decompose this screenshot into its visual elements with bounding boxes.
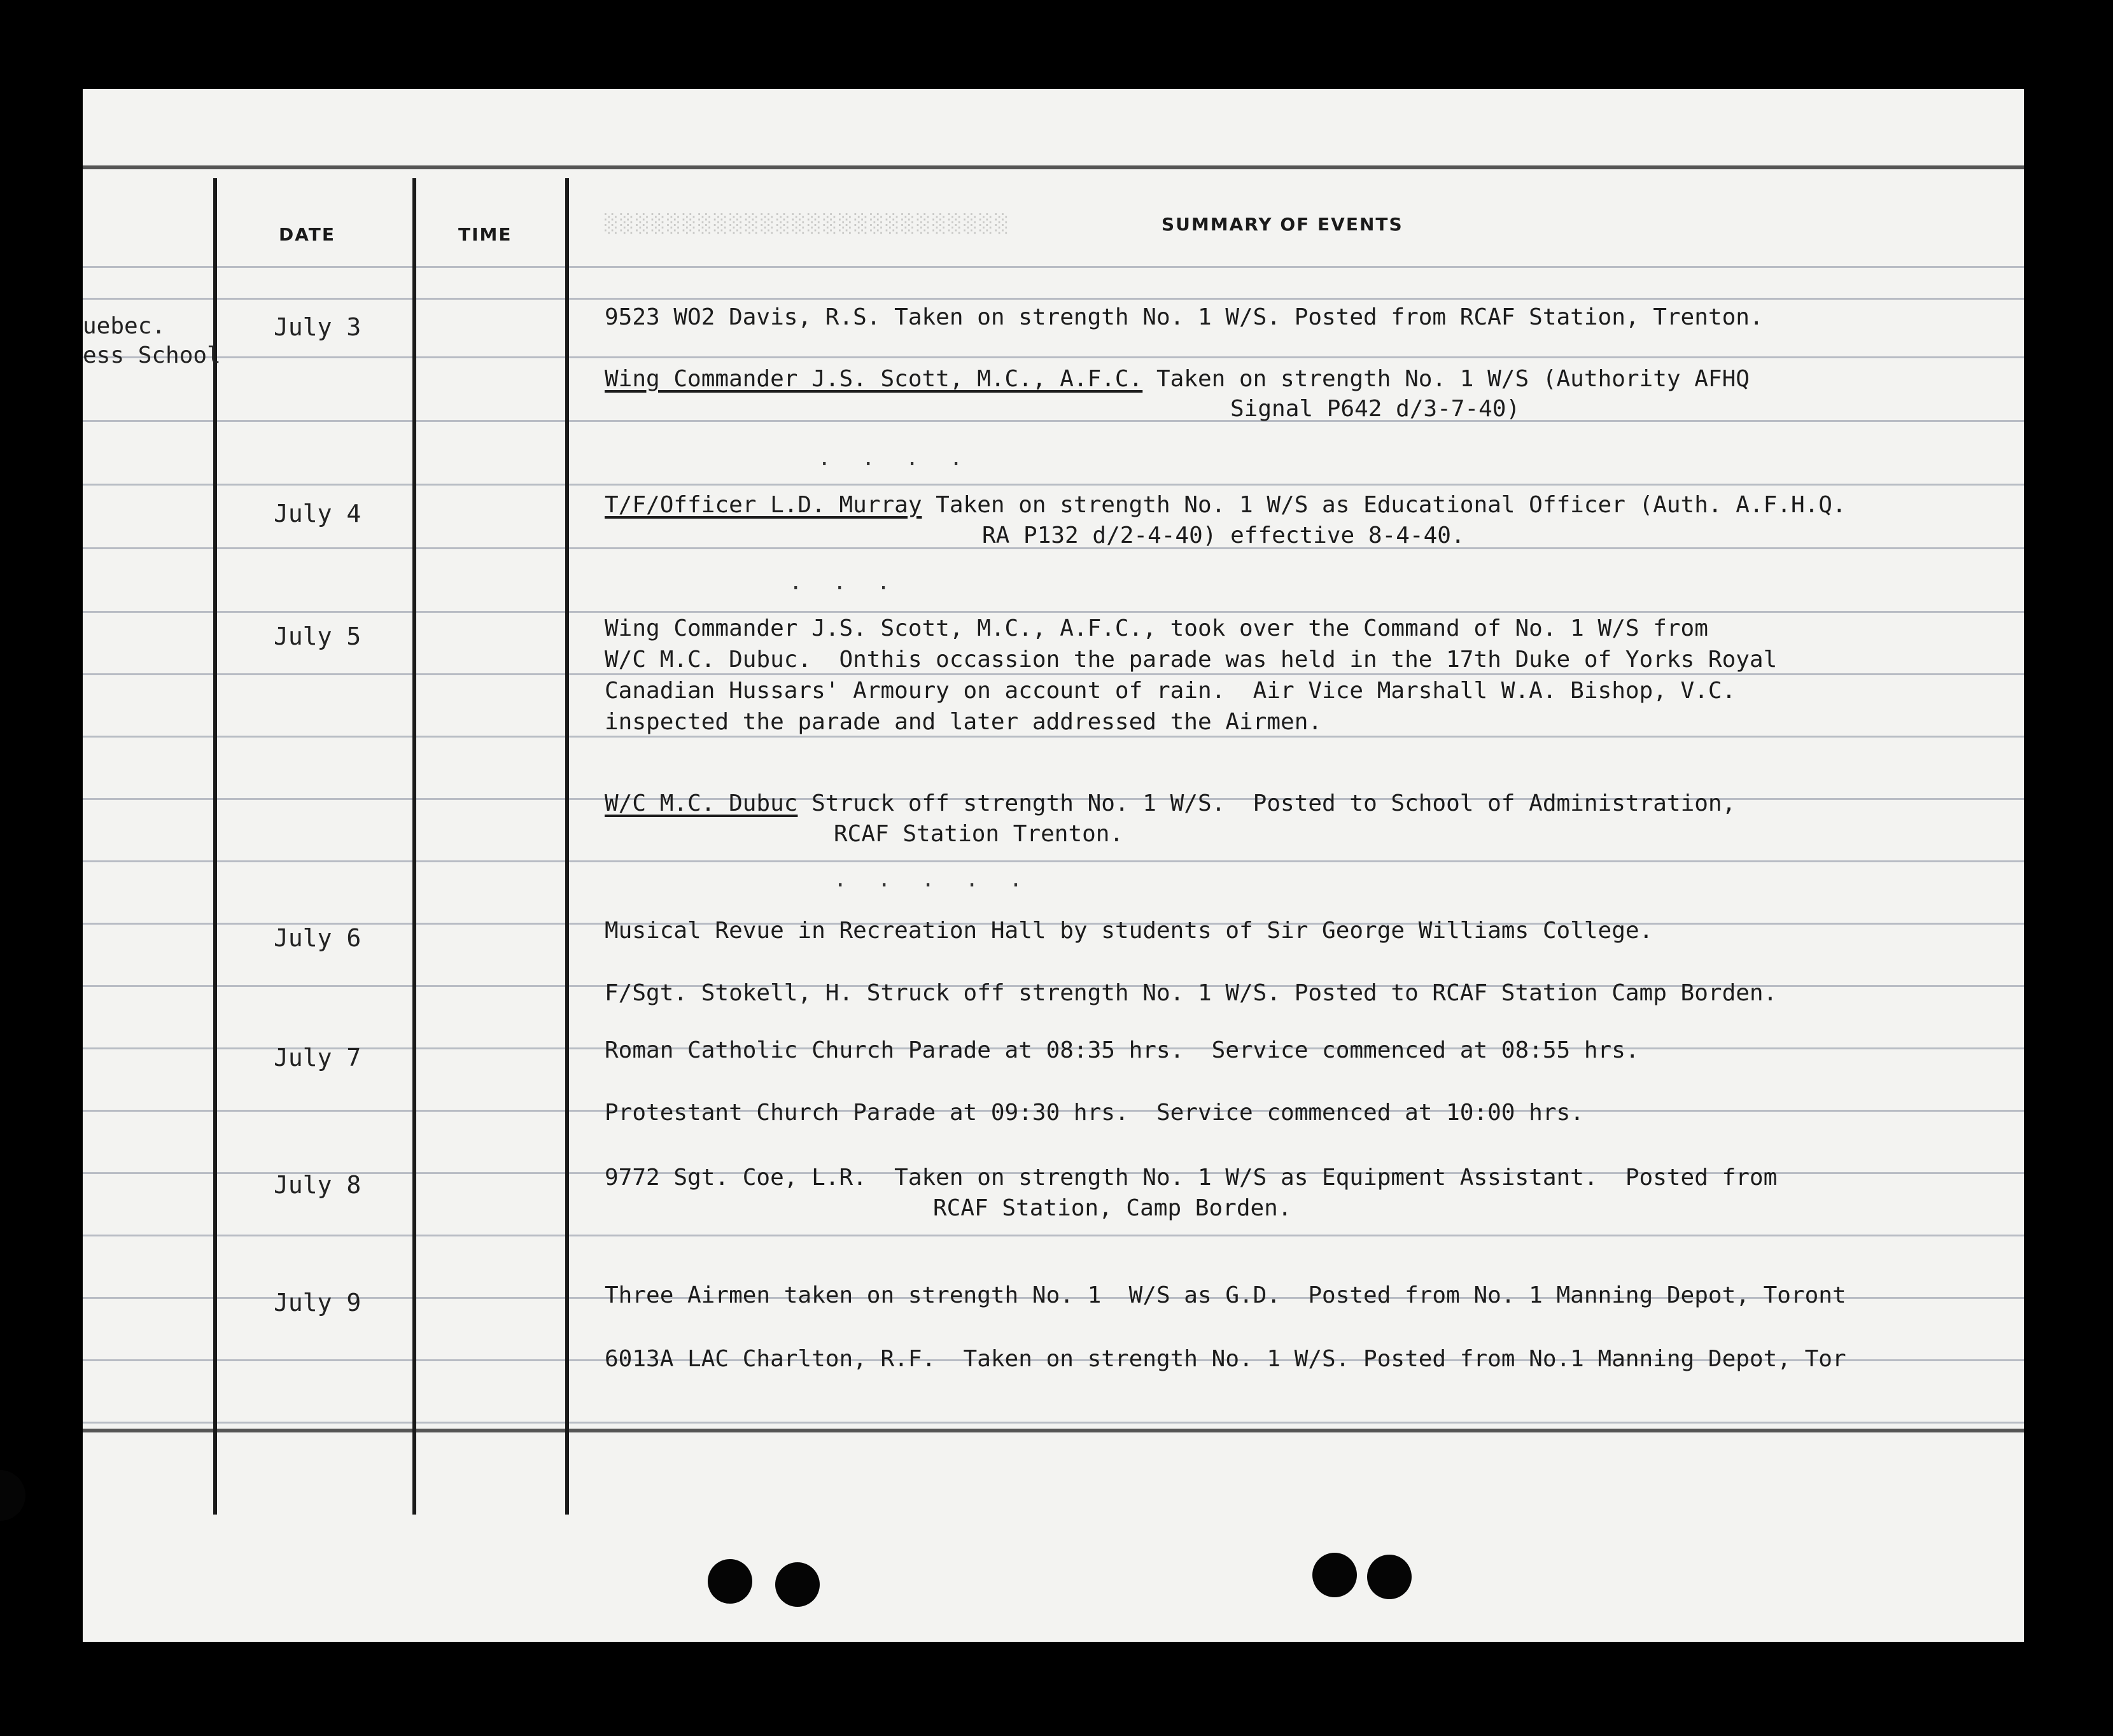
entry-date: July 9	[274, 1289, 362, 1317]
film-hole	[1367, 1555, 1412, 1599]
event-line: Protestant Church Parade at 09:30 hrs. Service commenced at 10:00 hrs.	[605, 1100, 1584, 1126]
event-line: 9523 WO2 Davis, R.S. Taken on strength No. 1 W/S. Posted from RCAF Station, Trenton.	[605, 304, 1764, 330]
column-divider-time	[565, 178, 569, 1515]
event-line: 9772 Sgt. Coe, L.R. Taken on strength No. 1 W/S as Equipment Assistant. Posted from	[605, 1165, 1778, 1191]
ruled-line	[83, 860, 2024, 862]
underlined-name: Wing Commander J.S. Scott, M.C., A.F.C.	[605, 366, 1143, 392]
ruled-line	[83, 1235, 2024, 1236]
column-divider-place	[213, 178, 217, 1515]
place-line-1: uebec.	[83, 313, 166, 339]
entry-date: July 3	[274, 313, 362, 341]
separator-dots: . . . . .	[834, 867, 1032, 892]
event-line: W/C M.C. Dubuc Struck off strength No. 1 W/S. Posted to School of Administration,	[605, 790, 1736, 816]
time-header: TIME	[458, 224, 512, 245]
entry-date: July 7	[274, 1044, 362, 1072]
event-line: 6013A LAC Charlton, R.F. Taken on strength No. 1 W/S. Posted from No.1 Manning Depot, Tor	[605, 1346, 1846, 1372]
header-rule	[83, 266, 2024, 268]
event-line: Signal P642 d/3-7-40)	[1230, 396, 1520, 422]
ruled-line	[83, 673, 2024, 675]
ruled-line	[83, 298, 2024, 300]
summary-header: SUMMARY OF EVENTS	[1162, 214, 1403, 235]
entry-date: July 5	[274, 622, 362, 650]
ruled-line	[83, 484, 2024, 486]
film-hole	[0, 1470, 25, 1521]
event-line: RCAF Station Trenton.	[834, 821, 1124, 847]
separator-dots: . . .	[789, 570, 899, 595]
date-header: DATE	[279, 224, 335, 245]
ruled-line	[83, 611, 2024, 613]
column-divider-date	[412, 178, 416, 1515]
ruled-line	[83, 1422, 2024, 1424]
underlined-name: W/C M.C. Dubuc	[605, 790, 798, 816]
top-rule	[83, 165, 2024, 169]
bottom-rule	[83, 1429, 2024, 1432]
event-line: W/C M.C. Dubuc. Onthis occassion the parade was held in the 17th Duke of Yorks Royal	[605, 647, 1778, 673]
ruled-line	[83, 736, 2024, 738]
film-hole	[1312, 1553, 1357, 1597]
event-line: Musical Revue in Recreation Hall by students of Sir George Williams College.	[605, 918, 1653, 944]
separator-dots: . . . .	[818, 445, 972, 471]
film-hole	[708, 1559, 752, 1604]
event-line: inspected the parade and later addressed the Airmen.	[605, 709, 1323, 735]
underlined-name: T/F/Officer L.D. Murray	[605, 492, 922, 518]
place-line-2: ess School	[83, 342, 221, 368]
entry-date: July 8	[274, 1171, 362, 1199]
event-line: RCAF Station, Camp Borden.	[933, 1195, 1292, 1221]
event-line: T/F/Officer L.D. Murray Taken on strength No. 1 W/S as Educational Officer (Auth. A.F.H.Q.	[605, 492, 1846, 518]
ruled-line	[83, 420, 2024, 422]
ruled-line	[83, 356, 2024, 358]
war-diary-sheet	[83, 89, 2024, 1642]
event-line: Roman Catholic Church Parade at 08:35 hrs. Service commenced at 08:55 hrs.	[605, 1037, 1639, 1063]
event-line: Wing Commander J.S. Scott, M.C., A.F.C. Taken on strength No. 1 W/S (Authority AFHQ	[605, 366, 1750, 392]
event-line: RA P132 d/2-4-40) effective 8-4-40.	[982, 522, 1465, 549]
film-hole	[775, 1562, 820, 1607]
faded-header-text: ░░░░░░░░░░░░░░░░░░░░░░░░░░	[605, 213, 1011, 234]
event-line: F/Sgt. Stokell, H. Struck off strength No. 1 W/S. Posted to RCAF Station Camp Borden.	[605, 980, 1778, 1006]
event-line: Wing Commander J.S. Scott, M.C., A.F.C., took over the Command of No. 1 W/S from	[605, 615, 1708, 641]
event-line: Three Airmen taken on strength No. 1 W/S as G.D. Posted from No. 1 Manning Depot, Toront	[605, 1282, 1846, 1308]
entry-date: July 6	[274, 924, 362, 952]
entry-date: July 4	[274, 500, 362, 528]
event-line: Canadian Hussars' Armoury on account of rain. Air Vice Marshall W.A. Bishop, V.C.	[605, 678, 1736, 704]
